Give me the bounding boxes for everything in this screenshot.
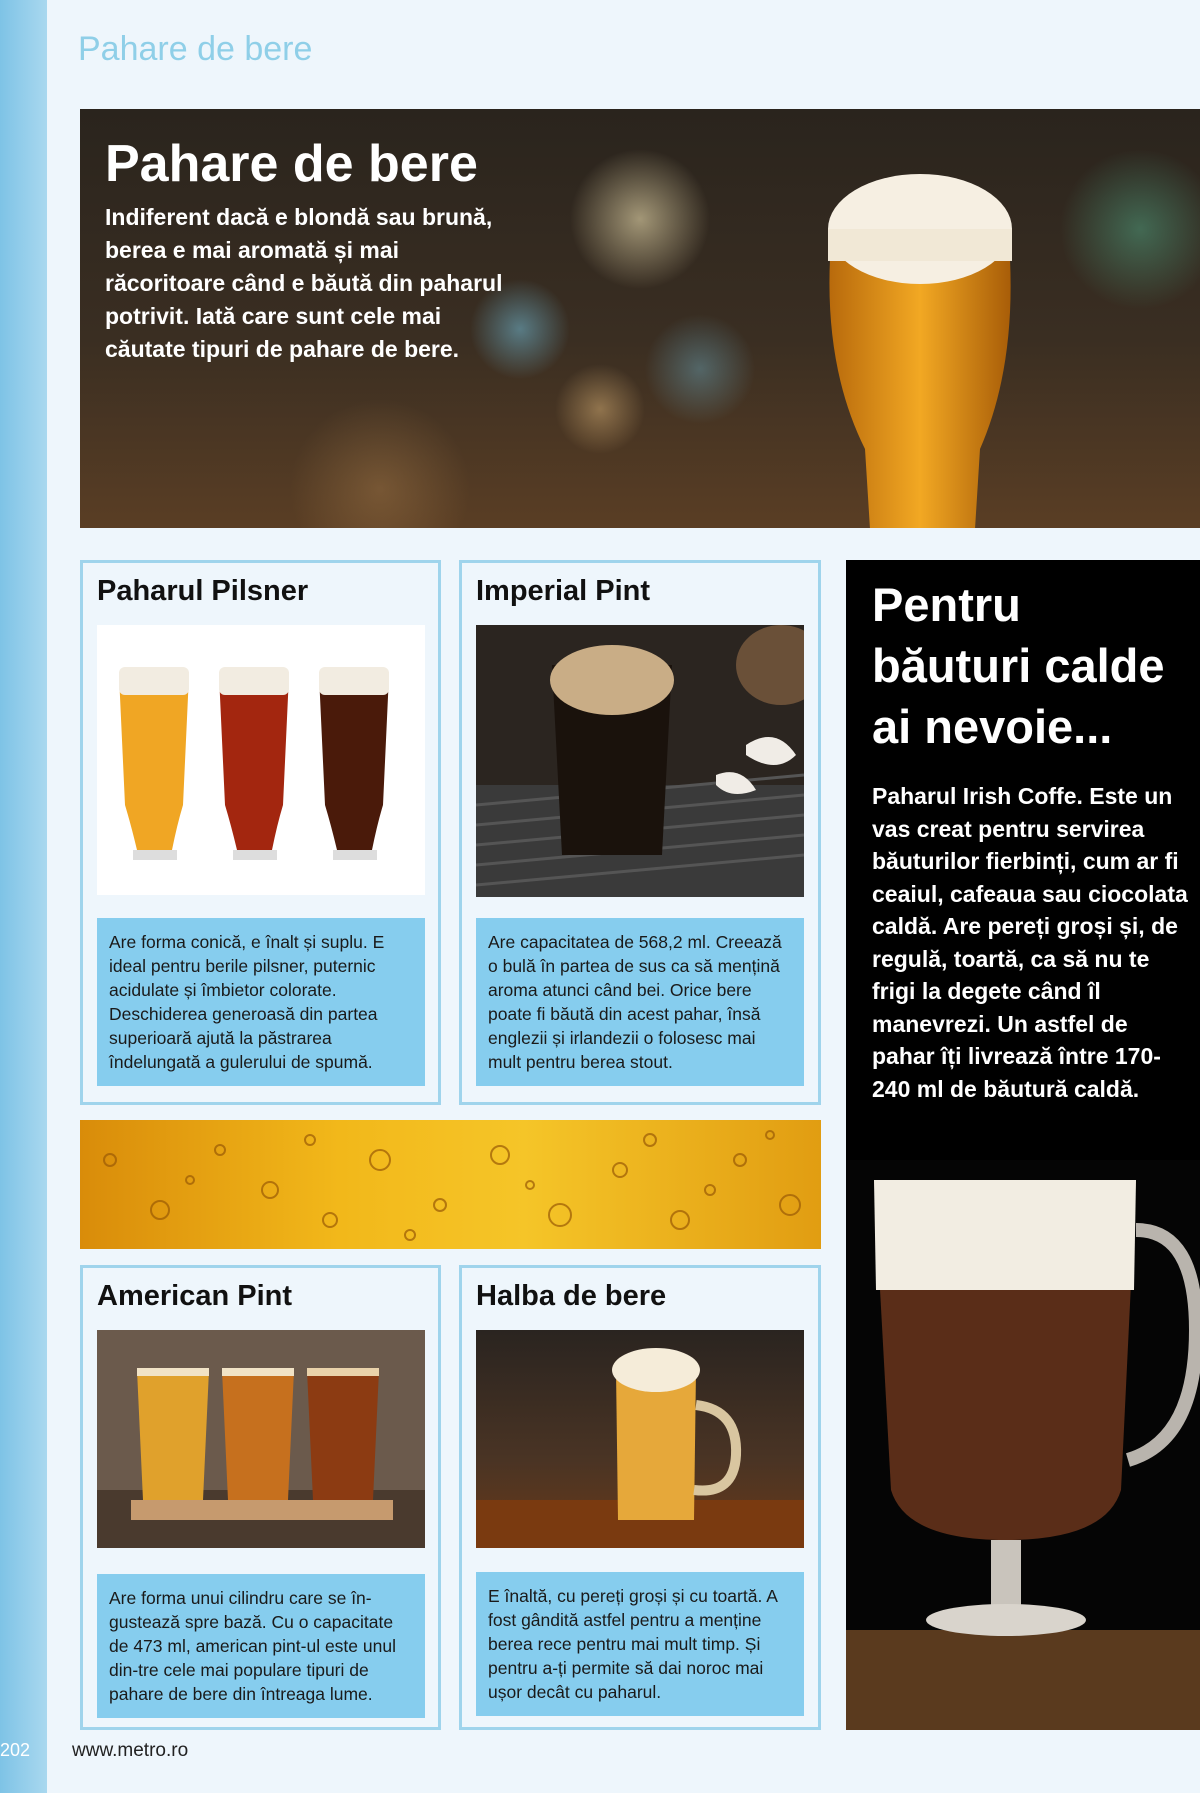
- hot-drinks-panel: [846, 560, 1200, 1730]
- card-imperial-pint: [459, 560, 821, 1105]
- american-pint-image: [97, 1330, 425, 1548]
- card-title-halba-de-bere: Halba de bere: [476, 1280, 667, 1312]
- imperial-pint-image: [476, 625, 804, 897]
- card-pilsner: [80, 560, 441, 1105]
- page-header-title: Pahare de bere: [78, 30, 313, 68]
- card-desc-american-pint: Are forma unui cilindru care se în-gustează spre bază. Cu o capacitate de 473 ml, american pint-ul este unul din-tre cele mai populare tipuri de pahare de bere din întreaga lume.: [97, 1574, 425, 1718]
- card-american-pint: [80, 1265, 441, 1730]
- card-desc-pilsner: Are forma conică, e înalt și suplu. E ideal pentru berile pilsner, puternic acidulate și îmbietor colorate. Deschiderea generoasă din partea superioară ajută la păstrarea îndelungată a gulerului de spumă.: [97, 918, 425, 1086]
- card-halba-de-bere: [459, 1265, 821, 1730]
- beer-mug-image: [476, 1330, 804, 1548]
- page-number: 202: [0, 1740, 31, 1760]
- card-title-imperial-pint: Imperial Pint: [476, 575, 651, 607]
- beer-glass-illustration: [825, 169, 1015, 528]
- hero-banner: [80, 109, 1200, 528]
- hot-drinks-text: Paharul Irish Coffe. Este un vas creat pentru servirea băuturilor fierbinți, cum ar fi ceaiul, cafeaua sau ciocolata caldă. Are pereți groși și, de regulă, toartă, ca să nu te frigi la degete când îl manevrezi. Un astfel de pahar îți livrează între 170-240 ml de băutură caldă.: [872, 783, 1188, 1102]
- hero-intro-text: Indiferent dacă e blondă sau brună, berea e mai aromată și mai răcoritoare când e băută din paharul potrivit. Iată care sunt cele mai căutate tipuri de pahare de bere.: [105, 204, 503, 362]
- hot-drinks-title: Pentru băuturi calde ai nevoie...: [872, 578, 1165, 753]
- side-color-strip: [0, 0, 47, 1793]
- hero-title: Pahare de bere: [105, 135, 478, 193]
- pilsner-glasses-image: [97, 625, 425, 895]
- card-title-pilsner: Paharul Pilsner: [97, 575, 309, 607]
- card-desc-imperial-pint: Are capacitatea de 568,2 ml. Creează o bulă în partea de sus ca să mențină aroma atunci când bei. Orice bere poate fi băută din acest pahar, însă englezii și irlandezii o folosesc mai mult pentru berea stout.: [476, 918, 804, 1086]
- card-title-american-pint: American Pint: [97, 1280, 292, 1312]
- irish-coffee-glass-image: [846, 1160, 1200, 1730]
- beer-bubbles-banner: [80, 1120, 821, 1249]
- card-desc-halba-de-bere: E înaltă, cu pereți groși și cu toartă. A fost gândită astfel pentru a menține berea rece pentru mai mult timp. Și pentru a-ți permite să dai noroc mai ușor decât cu paharul.: [476, 1572, 804, 1716]
- website-link[interactable]: www.metro.ro: [72, 1740, 189, 1761]
